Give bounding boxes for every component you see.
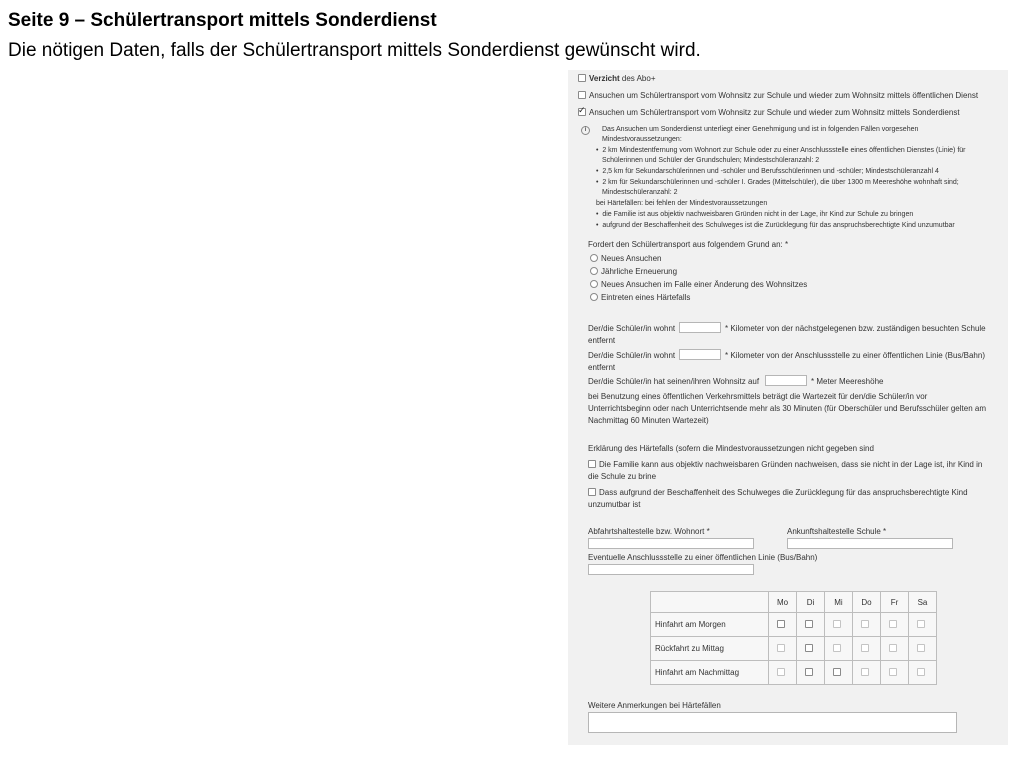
- info-bullet-3: • 2 km für Sekundarschülerinnen und -schüler I. Grades (Mittelschüler), die über 1300 m Meereshöhe wohnhaft sind;: [596, 179, 959, 186]
- day-header-mo: Mo: [769, 592, 797, 613]
- schedule-checkbox[interactable]: [889, 644, 897, 652]
- distance-line-suffix: * Kilometer von der Anschlussstelle zu einer öffentlichen Linie (Bus/Bahn): [725, 351, 985, 360]
- anschluss-input[interactable]: [588, 564, 754, 575]
- haertefall-familie-checkbox[interactable]: [588, 460, 596, 468]
- schedule-table: [650, 591, 937, 685]
- wartezeit-line-3: Nachmittag 60 Minuten Wartezeit): [588, 416, 709, 425]
- grund-option-erneuerung[interactable]: Jährliche Erneuerung: [590, 266, 677, 277]
- info-icon: i: [581, 126, 590, 135]
- info-bullet-2: • 2,5 km für Sekundarschülerinnen und -schüler und Berufsschülerinnen und -schüler; Mindestschüleranzahl 4: [596, 168, 939, 175]
- schedule-checkbox[interactable]: [889, 668, 897, 676]
- distance-school-input[interactable]: [679, 322, 721, 333]
- slide-subtitle: Die nötigen Daten, falls der Schülertransport mittels Sonderdienst gewünscht wird.: [8, 40, 701, 61]
- schedule-checkbox[interactable]: [917, 620, 925, 628]
- form-screenshot-panel: [568, 70, 1008, 745]
- distance-line-input[interactable]: [679, 349, 721, 360]
- grund-radio-neu[interactable]: [590, 254, 598, 262]
- schedule-checkbox[interactable]: [917, 644, 925, 652]
- schedule-checkbox[interactable]: [833, 668, 841, 676]
- info-haertefall-2: • aufgrund der Beschaffenheit des Schulweges ist die Zurücklegung für das anspruchsberechtigte Kind unzumutbar: [596, 222, 955, 229]
- info-intro-2: Mindestvoraussetzungen:: [602, 136, 682, 143]
- schedule-checkbox[interactable]: [805, 644, 813, 652]
- haertefall-label: Erklärung des Härtefalls (sofern die Mindestvoraussetzungen nicht gegeben sind: [588, 444, 874, 453]
- schedule-row-label: Hinfahrt am Morgen: [651, 613, 769, 637]
- haertefall-schulweg-checkbox[interactable]: [588, 488, 596, 496]
- schedule-checkbox[interactable]: [805, 620, 813, 628]
- grund-option-neu[interactable]: Neues Ansuchen: [590, 253, 662, 264]
- distance-school-suffix: * Kilometer von der nächstgelegenen bzw. zuständigen besuchten Schule: [725, 324, 986, 333]
- haertefall-familie-cont: die Schule zu brine: [588, 472, 657, 481]
- day-header-do: Do: [853, 592, 881, 613]
- day-header-sa: Sa: [909, 592, 937, 613]
- schedule-checkbox[interactable]: [861, 668, 869, 676]
- schedule-row-morgen: [651, 613, 937, 637]
- schedule-checkbox[interactable]: [889, 620, 897, 628]
- schedule-checkbox[interactable]: [861, 644, 869, 652]
- sonderdienst-checkbox[interactable]: [578, 108, 586, 116]
- wartezeit-line-1: bei Benutzung eines öffentlichen Verkehrsmittels beträgt die Wartezeit für den/die Schüler/in vor: [588, 392, 928, 401]
- oeffentlich-label: Ansuchen um Schülertransport vom Wohnsitz zur Schule und wieder zum Wohnsitz mittels öffentlichen Dienst: [589, 91, 979, 100]
- info-bullet-1: • 2 km Mindestentfernung vom Wohnort zur Schule oder zu einer Anschlussstelle eines öffentlichen Dienstes (Linie) für: [596, 147, 966, 154]
- day-header-fr: Fr: [881, 592, 909, 613]
- ankunft-label: Ankunftshaltestelle Schule *: [787, 527, 887, 536]
- ankunft-input[interactable]: [787, 538, 953, 549]
- grund-label: Fordert den Schülertransport aus folgendem Grund an: *: [588, 240, 789, 249]
- info-bullet-1-cont: Schülerinnen und Schüler der Grundschulen; Mindestschüleranzahl: 2: [602, 157, 820, 164]
- oeffentlich-option[interactable]: [578, 90, 978, 101]
- schedule-header-row: [651, 592, 937, 613]
- altitude-prefix: Der/die Schüler/in hat seinen/ihren Wohnsitz auf: [588, 377, 760, 386]
- schedule-checkbox[interactable]: [777, 620, 785, 628]
- grund-radio-wohnsitz[interactable]: [590, 280, 598, 288]
- schedule-checkbox[interactable]: [833, 644, 841, 652]
- haertefall-schulweg-cont: unzumutbar ist: [588, 500, 641, 509]
- schedule-checkbox[interactable]: [861, 620, 869, 628]
- altitude-input[interactable]: [765, 375, 807, 386]
- schedule-checkbox[interactable]: [833, 620, 841, 628]
- remarks-label: Weitere Anmerkungen bei Härtefällen: [588, 701, 721, 710]
- schedule-row-label: Hinfahrt am Nachmittag: [651, 661, 769, 685]
- verzicht-option[interactable]: [578, 73, 656, 84]
- anschluss-label: Eventuelle Anschlussstelle zu einer öffentlichen Linie (Bus/Bahn): [588, 553, 818, 562]
- info-intro: Das Ansuchen um Sonderdienst unterliegt einer Genehmigung und ist in folgenden Fällen vorgesehen: [602, 126, 919, 133]
- grund-option-haertefall[interactable]: Eintreten eines Härtefalls: [590, 292, 690, 303]
- verzicht-checkbox[interactable]: [578, 74, 586, 82]
- schedule-corner: [651, 592, 769, 613]
- distance-line-cont: entfernt: [588, 363, 616, 372]
- info-bullet-3-cont: Mindestschüleranzahl: 2: [602, 189, 678, 196]
- abfahrt-label: Abfahrtshaltestelle bzw. Wohnort *: [588, 527, 710, 536]
- schedule-checkbox[interactable]: [777, 668, 785, 676]
- info-haertefaelle-intro: bei Härtefällen: bei fehlen der Mindestvoraussetzungen: [596, 200, 768, 207]
- schedule-checkbox[interactable]: [917, 668, 925, 676]
- schedule-row-label: Rückfahrt zu Mittag: [651, 637, 769, 661]
- sonderdienst-option[interactable]: [578, 107, 960, 118]
- grund-option-wohnsitz[interactable]: Neues Ansuchen im Falle einer Änderung des Wohnsitzes: [590, 279, 807, 290]
- remarks-textarea[interactable]: [588, 712, 957, 733]
- schedule-row-nachmittag: [651, 661, 937, 685]
- day-header-mi: Mi: [825, 592, 853, 613]
- grund-radio-haertefall[interactable]: [590, 293, 598, 301]
- oeffentlich-checkbox[interactable]: [578, 91, 586, 99]
- distance-school-prefix: Der/die Schüler/in wohnt: [588, 324, 676, 333]
- day-header-di: Di: [797, 592, 825, 613]
- schedule-row-mittag: [651, 637, 937, 661]
- haertefall-option-schulweg[interactable]: Dass aufgrund der Beschaffenheit des Schulweges die Zurücklegung für das anspruchsberechtigte Kind: [588, 487, 968, 498]
- schedule-checkbox[interactable]: [805, 668, 813, 676]
- wartezeit-line-2: Unterrichtsbeginn oder nach Unterrichtsende mehr als 30 Minuten (für Oberschüler und Berufsschüler gelten am: [588, 404, 986, 413]
- abfahrt-input[interactable]: [588, 538, 754, 549]
- slide-title: Seite 9 – Schülertransport mittels Sonderdienst: [8, 10, 437, 31]
- sonderdienst-label: Ansuchen um Schülertransport vom Wohnsitz zur Schule und wieder zum Wohnsitz mittels Sonderdienst: [589, 108, 960, 117]
- verzicht-label: des Abo+: [619, 74, 656, 83]
- distance-line-prefix: Der/die Schüler/in wohnt: [588, 351, 676, 360]
- haertefall-option-familie[interactable]: Die Familie kann aus objektiv nachweisbaren Gründen nachweisen, dass sie nicht in der Lage ist, ihr Kind in: [588, 459, 982, 470]
- grund-radio-erneuerung[interactable]: [590, 267, 598, 275]
- distance-school-cont: entfernt: [588, 336, 616, 345]
- verzicht-label-bold: Verzicht: [589, 74, 620, 83]
- schedule-checkbox[interactable]: [777, 644, 785, 652]
- altitude-suffix: * Meter Meereshöhe: [811, 377, 884, 386]
- info-haertefall-1: • die Familie ist aus objektiv nachweisbaren Gründen nicht in der Lage, ihr Kind zur Schule zu bringen: [596, 211, 914, 218]
